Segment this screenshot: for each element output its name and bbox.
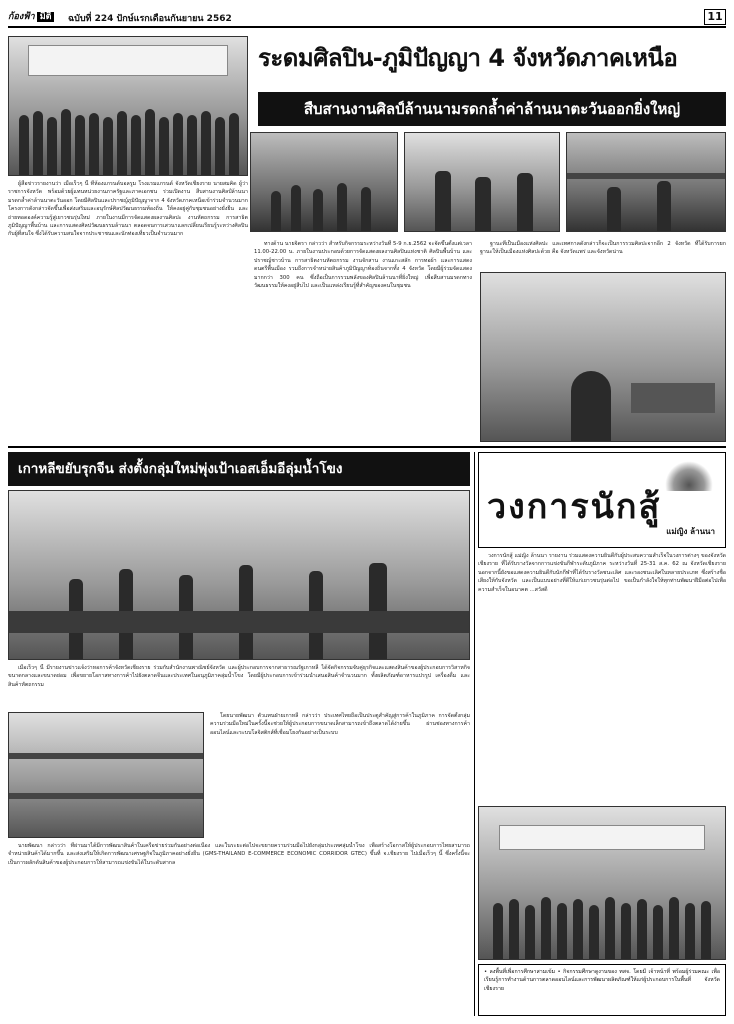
story1-subheadline: สืบสานงานศิลป์ล้านนามรดกล้ำค่าล้านนาตะวันออกยิ่งใหญ่ [258,92,726,126]
story2-col2 [210,712,470,838]
event-photo-1 [250,132,398,232]
story1-col2 [254,240,472,442]
page-number: 11 [704,9,726,25]
logo-text: ก้องฟ้า [8,12,35,22]
story2-headline: เกาหลีขยับรุกจีน ส่งตั้งกลุ่มใหม่พุ่งเป้าเอสเอ็มอีลุ่มน้ำโขง [8,452,470,486]
story1-col1-text: ผู้สื่อข่าวรายงานว่า เมื่อเร็วๆ นี้ ที่ห้องแกรนด์บอลรูม โรงแรมแกรนด์ จังหวัดเชียงราย นายสมคิด ผู้ว่าราชการจังหวัด พร้อมด้วยผู้แทนหน่วยงานภาครัฐและภาคเอกชน ร่วมเปิดงาน สืบสานงานศิลป์ล้านนา มรดกล้ำค่าล้านนาตะวันออก โดยมีศิลปินและปราชญ์ภูมิปัญญาจาก 4 จังหวัดภาคเหนือเข้าร่วมจำนวนมาก โครงการดังกล่าวจัดขึ้นเพื่อส่งเสริมและอนุรักษ์ศิลปวัฒนธรรมท้องถิ่น ให้คงอยู่คู่กับชุมชนอย่างยั่งยืน และถ่ายทอดองค์ความรู้สู่เยาวชนรุ่นใหม่ ภายในงานมีการจัดแสดงผลงานศิลปะ งานหัตถกรรม การสาธิตภูมิปัญญาพื้นบ้าน และการแสดงศิลปวัฒนธรรมล้านนา ตลอดจนการเสวนาแลกเปลี่ยนเรียนรู้ระหว่างศิลปินกับผู้ที่สนใจ ซึ่งได้รับความสนใจจากประชาชนและนักท่องเที่ยวเป็นจำนวนมาก [8,181,248,238]
page-header [8,8,726,28]
group-photo [8,36,248,176]
photo-caption [478,964,726,1016]
story1-col3-text: ฐานะที่เป็นเมืองแห่งศิลปะ และเทศกาลดังกล่าวก็จะเป็นการรวมศิลปะจากอีก 2 จังหวัด ที่ได้รับการยกฐานะให้เป็นเมืองแห่งศิลปะด้วย คือ จังหวัดแพร่ และจังหวัดน่าน [480,241,726,256]
exhibition-photo [8,490,470,660]
logo-box: มิติ [37,12,55,22]
column-header-box [478,452,726,548]
products-photo [8,712,204,838]
section-divider [8,446,726,448]
column-title: วงการนักสู้ [487,487,662,527]
meeting-group-photo [478,806,726,960]
story2-col1 [8,664,470,708]
story2-col3-text: นายพัฒนา กล่าวว่า ที่ผ่านมาได้มีการพัฒนาสินค้าในเครือข่ายร่วมกันอย่างต่อเนื่อง และในระยะต่อไปจะขยายความร่วมมือไปยังกลุ่มประเทศลุ่มน้ำโขง เพื่อสร้างโอกาสให้ผู้ประกอบการไทยสามารถจำหน่ายสินค้าได้มากขึ้น และส่งเสริมให้เกิดการพัฒนาเศรษฐกิจในภูมิภาคอย่างยั่งยืน (GMS-THAILAND E-COMMERCE ECONOMIC CORRIDOR GTEC) ขึ้นที่ จ.เชียงราย ไปเมื่อเร็วๆ นี้ ซึ่งครั้งนี้จะเป็นการผลักดันสินค้าของผู้ประกอบการให้สามารถแข่งขันได้ในระดับสากล [8,843,470,866]
story1-headline: ระดมศิลปิน-ภูมิปัญญา 4 จังหวัดภาคเหนือ [258,44,678,72]
craftsman-photo [480,272,726,442]
column-divider [474,452,475,1016]
story1-col1 [8,180,248,442]
story2-col1-text: เมื่อเร็วๆ นี้ มีรายงานข่าวแจ้งว่าหอการค้าจังหวัดเชียงราย ร่วมกับสำนักงานพาณิชย์จังหวัด และผู้ประกอบการจากสาธารณรัฐเกาหลี ได้จัดกิจกรรมจับคู่ธุรกิจและแสดงสินค้าของผู้ประกอบการวิสาหกิจขนาดกลางและขนาดย่อม เพื่อขยายโอกาสทางการค้าไปยังตลาดจีนและประเทศในอนุภูมิภาคลุ่มน้ำโขง โดยมีผู้ประกอบการเข้าร่วมนำเสนอสินค้าจำนวนมาก ทั้งผลิตภัณฑ์อาหารแปรรูป เครื่องดื่ม และสินค้าหัตถกรรม [8,665,470,688]
story1-col2-text: ทางด้าน นายจิตรา กล่าวว่า สำหรับกิจกรรมระหว่างวันที่ 5-9 ก.ย.2562 จะจัดขึ้นตั้งแต่เวลา 11.00-22.00 น. ภายในงานประกอบด้วยการจัดแสดงผลงานศิลปินแห่งชาติ ศิลปินพื้นบ้าน และปราชญ์ชาวบ้าน การสาธิตงานหัตถกรรม งานจักสาน งานแกะสลัก การทอผ้า และการแสดงดนตรีพื้นเมือง รวมถึงการจำหน่ายสินค้าภูมิปัญญาท้องถิ่นจากทั้ง 4 จังหวัด โดยมีผู้ร่วมจัดแสดงมากกว่า 300 คน ซึ่งถือเป็นการรวมพลังของศิลปินล้านนาที่ยิ่งใหญ่ เพื่อสืบสานมรดกทางวัฒนธรรมให้คงอยู่สืบไป และเป็นแหล่งเรียนรู้ที่สำคัญของคนในชุมชน [254,241,472,290]
event-photo-2 [404,132,560,232]
column-author: แม่ญิง ล้านนา [666,527,715,536]
story1-col3 [480,240,726,270]
story2-col2-text: โดยนายพัฒนา ตัวแทนฝ่ายเกาหลี กล่าวว่า ประเทศไทยถือเป็นประตูสำคัญสู่การค้าในภูมิภาค การจัดตั้งกลุ่มความร่วมมือใหม่ในครั้งนี้จะช่วยให้ผู้ประกอบการขนาดเล็กสามารถเข้าถึงตลาดได้ง่ายขึ้น ผ่านช่องทางการค้าออนไลน์และระบบโลจิสติกส์ที่เชื่อมโยงกันอย่างเป็นระบบ [210,713,470,736]
story2-col3 [8,842,470,1016]
issue-line: ฉบับที่ 224 ปักษ์แรกเดือนกันยายน 2562 [68,14,232,24]
masthead-logo [8,9,60,25]
event-photo-3 [566,132,726,232]
photo-caption-text: • ลงพื้นที่เพื่อการศึกษาสามเข้ม • กิจกรรมศึกษาดูงานของ ทสจ. โดยมี เจ้าหน้าที่ พร้อมผู้ร่วมคณะ เพื่อเรียนรู้การทำงานด้านการตลาดออนไลน์และการพัฒนาผลิตภัณฑ์ให้แก่ผู้ประกอบการในพื้นที่ จังหวัดเชียงราย [484,969,720,992]
column-body [478,552,726,802]
column-body-text: วงการนักสู้ แม่ญิง ล้านนา รายงาน ร่วมแสดงความยินดีกับผู้ประสบความสำเร็จในวงการต่างๆ ของจังหวัดเชียงราย ที่ได้รับรางวัลจากการแข่งขันกีฬาระดับภูมิภาค ระหว่างวันที่ 25-31 ส.ค. 62 ณ จังหวัดเชียงราย นอกจากนี้ยังขอแสดงความยินดีกับนักกีฬาที่ได้รับรางวัลชนะเลิศ และรองชนะเลิศในหลายประเภท ซึ่งสร้างชื่อเสียงให้กับจังหวัด และเป็นแบบอย่างที่ดีให้แก่เยาวชนรุ่นต่อไป ขอเป็นกำลังใจให้ทุกท่านพัฒนาฝีมือต่อไปเพื่อความสำเร็จในอนาคต ...สวัสดี [478,553,726,593]
